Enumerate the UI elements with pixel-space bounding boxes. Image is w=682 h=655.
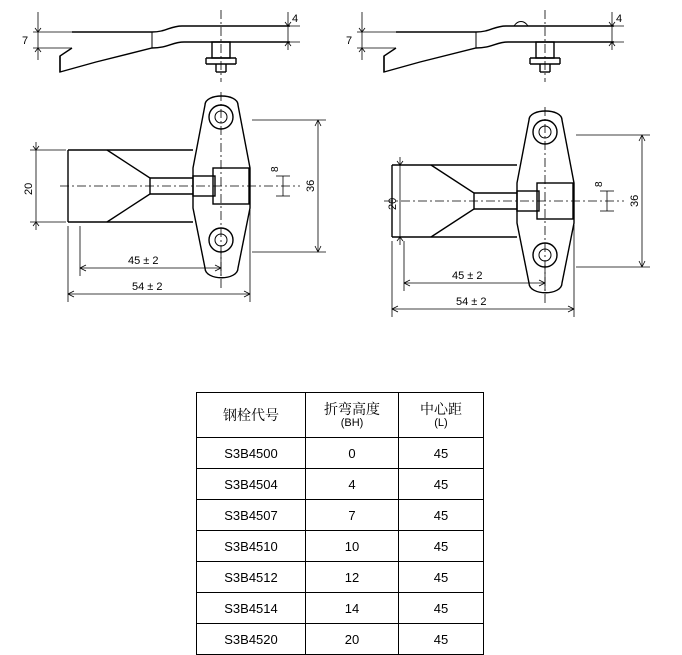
cell-l: 45 — [399, 593, 484, 624]
cell-bh: 20 — [306, 624, 399, 655]
header-bend-height-main: 折弯高度 — [324, 400, 380, 417]
cell-bh: 0 — [306, 438, 399, 469]
table-row — [197, 500, 484, 531]
header-center-distance-main: 中心距 — [420, 400, 462, 417]
table-row — [197, 624, 484, 655]
table-row — [197, 469, 484, 500]
dim-8-right: 8 — [594, 181, 605, 187]
dim-4-left: 4 — [292, 13, 299, 25]
cell-bh: 12 — [306, 562, 399, 593]
cell-l: 45 — [399, 624, 484, 655]
table-row — [197, 438, 484, 469]
cell-l: 45 — [399, 500, 484, 531]
dim-7-right: 7 — [346, 35, 353, 47]
dim-36-right: 36 — [629, 194, 641, 207]
cell-code: S3B4504 — [197, 469, 306, 500]
header-bend-height — [306, 393, 399, 438]
left-side-view — [22, 10, 300, 82]
dim-20-left: 20 — [23, 182, 35, 195]
cell-code: S3B4514 — [197, 593, 306, 624]
cell-l: 45 — [399, 531, 484, 562]
cell-bh: 7 — [306, 500, 399, 531]
dim-8-left: 8 — [270, 166, 281, 172]
cell-code: S3B4512 — [197, 562, 306, 593]
cell-code: S3B4500 — [197, 438, 306, 469]
right-side-view — [346, 10, 624, 82]
cell-l: 45 — [399, 438, 484, 469]
table-header-row — [197, 393, 484, 438]
header-center-distance-sub: (L) — [434, 417, 448, 429]
header-center-distance — [399, 393, 484, 438]
table-row — [197, 593, 484, 624]
dim-7-left: 7 — [22, 35, 29, 47]
dim-4-right: 4 — [616, 13, 623, 25]
dim-20-right: 20 — [387, 197, 399, 210]
dim-36-left: 36 — [305, 179, 317, 192]
spec-table-wrapper — [196, 392, 484, 655]
table-row — [197, 531, 484, 562]
cell-code: S3B4507 — [197, 500, 306, 531]
cell-bh: 10 — [306, 531, 399, 562]
right-plan-view — [384, 107, 650, 317]
dim-45-right: 45 ± 2 — [452, 270, 483, 282]
cell-code: S3B4510 — [197, 531, 306, 562]
header-bend-height-sub: (BH) — [340, 417, 364, 429]
cell-l: 45 — [399, 469, 484, 500]
spec-table — [196, 392, 484, 655]
cell-bh: 4 — [306, 469, 399, 500]
cell-l: 45 — [399, 562, 484, 593]
header-code — [197, 393, 306, 438]
dim-54-left: 54 ± 2 — [132, 281, 163, 293]
table-row — [197, 562, 484, 593]
header-code-main: 钢栓代号 — [223, 406, 279, 423]
dim-54-right: 54 ± 2 — [456, 296, 487, 308]
cell-code: S3B4520 — [197, 624, 306, 655]
dim-45-left: 45 ± 2 — [128, 255, 159, 267]
cell-bh: 14 — [306, 593, 399, 624]
left-plan-view — [23, 92, 326, 302]
